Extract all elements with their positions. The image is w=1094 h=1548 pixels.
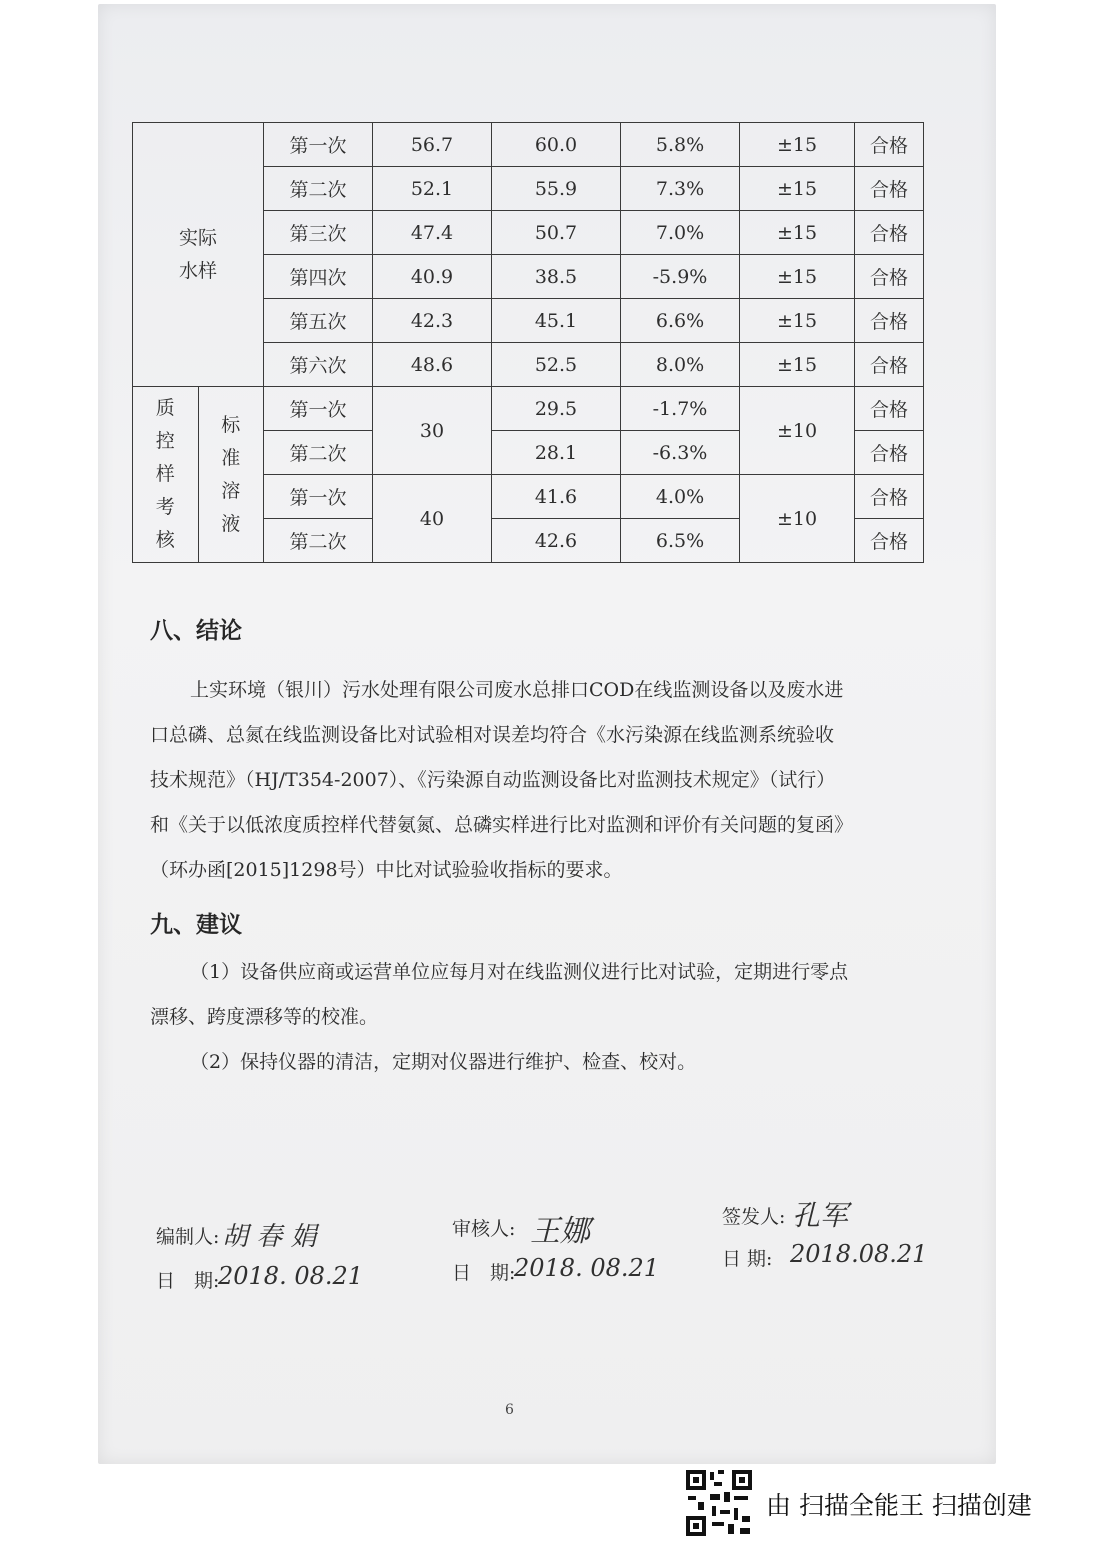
result-badge: 合格 bbox=[855, 519, 924, 563]
reference-value: 38.5 bbox=[492, 255, 621, 299]
limit-value: ±10 bbox=[740, 387, 855, 475]
row-label: 第二次 bbox=[264, 431, 373, 475]
table-row bbox=[133, 123, 924, 167]
row-label: 第一次 bbox=[264, 387, 373, 431]
limit-value: ±15 bbox=[740, 211, 855, 255]
limit-value: ±10 bbox=[740, 475, 855, 563]
relative-error: -5.9% bbox=[621, 255, 740, 299]
limit-value: ±15 bbox=[740, 255, 855, 299]
reviewer-date: 2018. 08.21 bbox=[514, 1254, 660, 1282]
standard-value: 40 bbox=[373, 475, 492, 563]
result-badge: 合格 bbox=[855, 387, 924, 431]
result-badge: 合格 bbox=[855, 123, 924, 167]
online-value: 52.1 bbox=[373, 167, 492, 211]
relative-error: 6.6% bbox=[621, 299, 740, 343]
limit-value: ±15 bbox=[740, 299, 855, 343]
relative-error: -1.7% bbox=[621, 387, 740, 431]
reference-value: 50.7 bbox=[492, 211, 621, 255]
result-badge: 合格 bbox=[855, 255, 924, 299]
reviewer-signature: 王娜 bbox=[530, 1214, 590, 1249]
measured-value: 42.6 bbox=[492, 519, 621, 563]
compiler-signature: 胡 春 娟 bbox=[222, 1222, 317, 1252]
group-qc-check: 质 控 样 考 核 bbox=[133, 387, 199, 563]
compiler-label: 编制人: bbox=[156, 1226, 220, 1248]
result-badge: 合格 bbox=[855, 431, 924, 475]
comparison-table bbox=[132, 122, 924, 563]
relative-error: 7.0% bbox=[621, 211, 740, 255]
issuer-signature: 孔军 bbox=[792, 1199, 849, 1232]
limit-value: ±15 bbox=[740, 167, 855, 211]
reference-value: 45.1 bbox=[492, 299, 621, 343]
table-row bbox=[133, 387, 924, 431]
reference-value: 55.9 bbox=[492, 167, 621, 211]
result-badge: 合格 bbox=[855, 211, 924, 255]
table-body bbox=[133, 123, 924, 563]
row-label: 第二次 bbox=[264, 167, 373, 211]
result-badge: 合格 bbox=[855, 299, 924, 343]
result-badge: 合格 bbox=[855, 475, 924, 519]
compiler-date: 2018. 08.21 bbox=[218, 1262, 364, 1290]
relative-error: 4.0% bbox=[621, 475, 740, 519]
row-label: 第五次 bbox=[264, 299, 373, 343]
row-label: 第六次 bbox=[264, 343, 373, 387]
relative-error: 8.0% bbox=[621, 343, 740, 387]
issuer-date: 2018.08.21 bbox=[790, 1240, 928, 1268]
row-label: 第一次 bbox=[264, 475, 373, 519]
result-badge: 合格 bbox=[855, 343, 924, 387]
standard-value: 30 bbox=[373, 387, 492, 475]
limit-value: ±15 bbox=[740, 343, 855, 387]
section8-body: 上实环境（银川）污水处理有限公司废水总排口COD在线监测设备以及废水进口总磷、总氮在线监测设备比对试验相对误差均符合《水污染源在线监测系统验收技术规范》（HJ/T354-2007）、《污染源自动监测设备比对监测技术规定》（试行）和《关于以低浓度质控样代替氨氮、总磷实样进行比对监测和评价有关问题的复函》（环办函[2015]1298号）中比对试验验收指标的要求。 bbox=[150, 679, 844, 881]
relative-error: 6.5% bbox=[621, 519, 740, 563]
suggestion-1: （1）设备供应商或运营单位应每月对在线监测仪进行比对试验，定期进行零点漂移、跨度漂移等的校准。 bbox=[150, 961, 849, 1028]
relative-error: 5.8% bbox=[621, 123, 740, 167]
measured-value: 29.5 bbox=[492, 387, 621, 431]
row-label: 第四次 bbox=[264, 255, 373, 299]
online-value: 56.7 bbox=[373, 123, 492, 167]
reviewer-date-label: 日 期: bbox=[452, 1262, 516, 1284]
online-value: 42.3 bbox=[373, 299, 492, 343]
suggestion-2: （2）保持仪器的清洁，定期对仪器进行维护、检查、校对。 bbox=[190, 1051, 697, 1073]
group-standard-solution: 标 准 溶 液 bbox=[198, 387, 264, 563]
reference-value: 60.0 bbox=[492, 123, 621, 167]
measured-value: 28.1 bbox=[492, 431, 621, 475]
scanner-watermark: 由 扫描全能王 扫描创建 bbox=[766, 1491, 1032, 1520]
qr-code-icon bbox=[684, 1468, 754, 1538]
online-value: 40.9 bbox=[373, 255, 492, 299]
limit-value: ±15 bbox=[740, 123, 855, 167]
row-label: 第二次 bbox=[264, 519, 373, 563]
online-value: 47.4 bbox=[373, 211, 492, 255]
relative-error: -6.3% bbox=[621, 431, 740, 475]
reference-value: 52.5 bbox=[492, 343, 621, 387]
row-label: 第三次 bbox=[264, 211, 373, 255]
issuer-label: 签发人: bbox=[722, 1206, 786, 1228]
result-badge: 合格 bbox=[855, 167, 924, 211]
section9-heading: 九、建议 bbox=[150, 912, 242, 938]
relative-error: 7.3% bbox=[621, 167, 740, 211]
issuer-date-label: 日 期: bbox=[722, 1248, 773, 1270]
measured-value: 41.6 bbox=[492, 475, 621, 519]
page-number: 6 bbox=[505, 1402, 514, 1418]
row-label: 第一次 bbox=[264, 123, 373, 167]
compiler-date-label: 日 期: bbox=[156, 1270, 220, 1292]
group-actual-sample: 实际 水样 bbox=[133, 123, 264, 387]
online-value: 48.6 bbox=[373, 343, 492, 387]
section8-heading: 八、结论 bbox=[150, 618, 242, 644]
reviewer-label: 审核人: bbox=[452, 1218, 516, 1240]
